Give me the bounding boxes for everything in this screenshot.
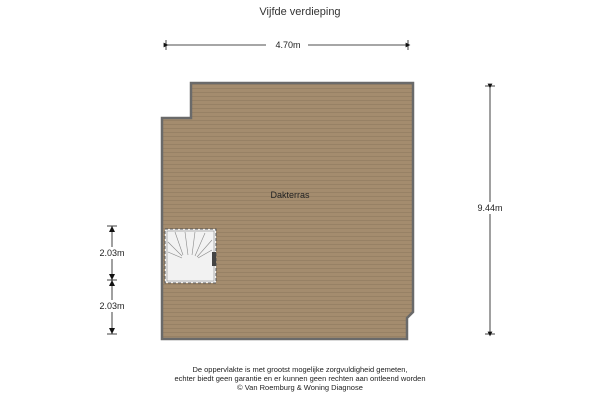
page-title: Vijfde verdieping	[259, 6, 341, 18]
disclaimer-line-1: De oppervlakte is met grootst mogelijke zorgvuldigheid gemeten,	[192, 365, 408, 374]
dimension-label-left-lower: 2.03m	[99, 301, 125, 311]
staircase	[165, 229, 216, 283]
dimension-label-width: 4.70m	[275, 40, 301, 50]
dimension-left-split	[92, 226, 132, 334]
disclaimer	[0, 365, 600, 392]
copyright-line: © Van Roemburg & Woning Diagnose	[237, 383, 363, 392]
dimension-label-height: 9.44m	[477, 203, 503, 213]
room-label: Dakterras	[270, 190, 310, 200]
floor-outline	[162, 83, 413, 339]
disclaimer-line-2: echter biedt geen garantie en er kunnen geen rechten aan ontleend worden	[174, 374, 426, 383]
dimension-label-left-upper: 2.03m	[99, 248, 125, 258]
